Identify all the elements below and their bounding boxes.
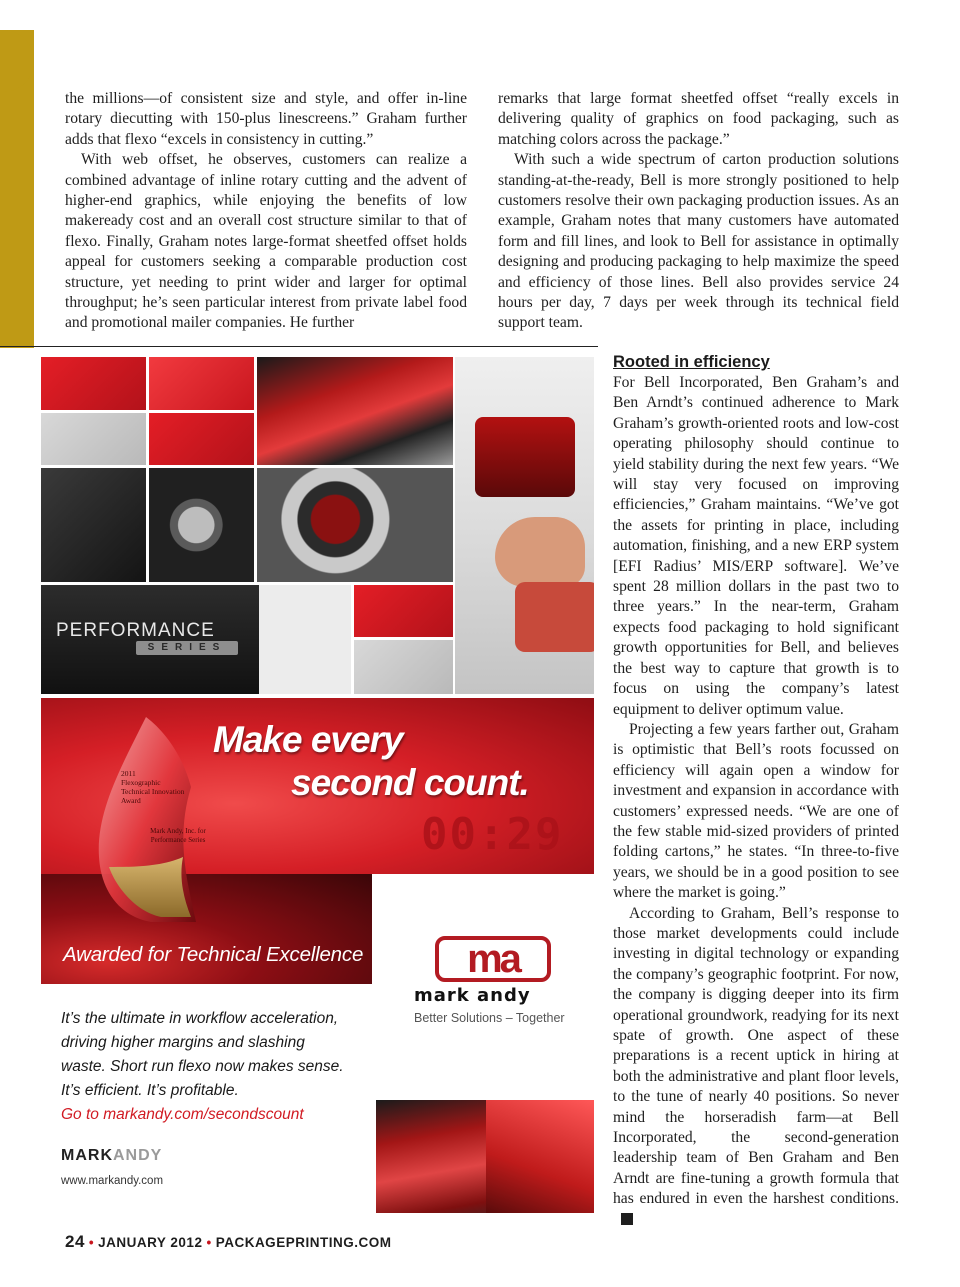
brand-mark: MARK xyxy=(61,1147,113,1164)
article-column-1 xyxy=(65,89,467,334)
performance-title: PERFORMANCE xyxy=(56,620,215,641)
ad-tile xyxy=(149,413,254,465)
arm-shape xyxy=(515,582,594,652)
ad-tile xyxy=(41,468,146,582)
ad-tile xyxy=(149,357,254,410)
ad-tile xyxy=(257,585,351,694)
footer-site: PACKAGEPRINTING.COM xyxy=(215,1235,392,1250)
hand-shape xyxy=(495,517,585,587)
ad-copy-line: It’s efficient. It’s profitable. xyxy=(61,1082,239,1099)
ad-tile xyxy=(354,585,453,637)
page-number: 24 xyxy=(65,1232,85,1251)
section-subhead: Rooted in efficiency xyxy=(613,353,770,371)
logo-wordmark: mark andy xyxy=(414,985,531,1006)
ad-tile xyxy=(41,413,146,465)
ad-body-copy xyxy=(61,1007,371,1127)
ad-photo-bottom-right xyxy=(486,1100,594,1213)
col1-paragraph-2: With web offset, he observes, customers can realize a combined advantage of inline rotary cutting and the advent of higher-end graphics, while enjoying the benefits of low makeready cost and an overall cost structure similar to that of flexo. Finally, Graham notes large-format sheetfed offset holds appeal for customers seeking a comparable production cost structure, yet needing to print wider and larger for optimal throughput; he’s seen particular interest from private label food and promotional mailer companies. He further xyxy=(65,151,467,332)
roller-shape xyxy=(475,417,575,497)
advertisement[interactable] xyxy=(41,357,594,1213)
award-trophy-icon xyxy=(91,717,201,922)
footer-bullet-icon: • xyxy=(88,1235,95,1250)
article-column-2 xyxy=(498,89,899,334)
award-name: Flexographic Technical Innovation Award xyxy=(121,778,185,805)
award-recipient: Mark Andy, Inc. for Performance Series xyxy=(150,827,206,844)
logo-monogram: ma xyxy=(467,937,519,981)
ad-photo-press xyxy=(257,357,453,465)
awarded-caption: Awarded for Technical Excellence xyxy=(63,943,364,966)
series-badge: SERIES xyxy=(136,641,238,655)
ad-url-link[interactable]: Go to markandy.com/secondscount xyxy=(61,1106,304,1123)
award-inscription xyxy=(121,769,191,805)
award-year: 2011 xyxy=(121,769,136,778)
ad-headline-line-2: second count. xyxy=(291,762,529,803)
ad-photo-rollers xyxy=(257,468,453,582)
ad-photo-operator xyxy=(455,357,594,694)
col3-paragraph-3-text: According to Graham, Bell’s response to those market developments could include investing in digital technology or expanding the company’s geographic footprint. For now, the company is digging deeper into its firm operational groundwork, readying for its next spate of growth. One aspect of these preparations is a recent uptick in hiring at both the administrative and plant floor levels, to the tune of nearly 40 positions. So never mind the horseradish farm—at Bell Incorporated, the second-generation leadership team of Ben Graham and Ben Arndt are fine-tuning a growth formula that has endured in even the harshest conditions. xyxy=(613,904,899,1208)
ad-tile xyxy=(354,640,453,694)
col3-paragraph-3 xyxy=(613,904,899,1231)
col2-paragraph-2: With such a wide spectrum of carton production solutions standing-at-the-ready, Bell is more strongly positioned to help customers resolve their own packaging production issues. As an example, Graham notes that many customers have automated form and fill lines, and look to Bell for assistance in optimally designing and producing packaging to help maximize the speed and efficiency of those lines. Bell also provides service 24 hours per day, 7 days per week through its technical field support team. xyxy=(498,151,899,332)
footer-issue: JANUARY 2012 xyxy=(98,1235,203,1250)
ad-copy-line: It’s the ultimate in workflow acceleration, xyxy=(61,1010,339,1027)
ad-headline-line-1: Make every xyxy=(213,719,403,760)
section-rule xyxy=(0,346,598,347)
brand-andy: ANDY xyxy=(113,1147,163,1164)
col1-paragraph-1: the millions—of consistent size and style, and offer in-line rotary diecutting with 150-plus linescreens.” Graham further adds that flexo “excels in consistency in cutting.” xyxy=(65,90,467,148)
brand-wordmark xyxy=(61,1147,162,1165)
ad-photo-blade xyxy=(149,468,254,582)
brand-website-link[interactable]: www.markandy.com xyxy=(61,1175,164,1187)
logo-tagline: Better Solutions – Together xyxy=(414,1011,565,1025)
ad-copy-line: driving higher margins and slashing xyxy=(61,1034,305,1051)
col2-paragraph-1: remarks that large format sheetfed offset “really excels in delivering quality of graphics on food packaging, such as matching colors across the package.” xyxy=(498,90,899,148)
article-column-3 xyxy=(613,352,899,1230)
page-footer xyxy=(65,1232,391,1252)
end-mark xyxy=(621,1213,633,1225)
footer-bullet-icon: • xyxy=(206,1235,212,1250)
countdown-timer: 00:29 xyxy=(421,809,564,860)
col3-paragraph-1: For Bell Incorporated, Ben Graham’s and Ben Arndt’s continued adherence to Mark Graham’s growth-oriented roots and low-cost operating philosophy should continue to yield stability during the next few years. “We will stay very focused on improving efficiencies,” Graham maintains. “We’ve got the assets for printing in place, including automation, finishing, and a new ERP system [EFI Radius’ MIS/ERP software]. We’ve spent 28 million dollars in the past two to three years.” In the near-term, Graham expects food packaging to hold significant growth opportunities for Bell, and believes the best way to capture that growth is to focus on using the company’s latest equipment to deliver optimum value. xyxy=(613,374,899,718)
col3-paragraph-2: Projecting a few years farther out, Graham is optimistic that Bell’s roots focussed on efficiency will again open a window for investment and expansion in accordance with customers’ expressed needs. “We are one of the few stable mid-sized providers of printed folding cartons,” he states. “In three-to-five years, we should be in a good position to see where the market is going.” xyxy=(613,720,899,902)
ad-tile xyxy=(41,357,146,410)
ad-copy-line: waste. Short run flexo now makes sense. xyxy=(61,1058,344,1075)
